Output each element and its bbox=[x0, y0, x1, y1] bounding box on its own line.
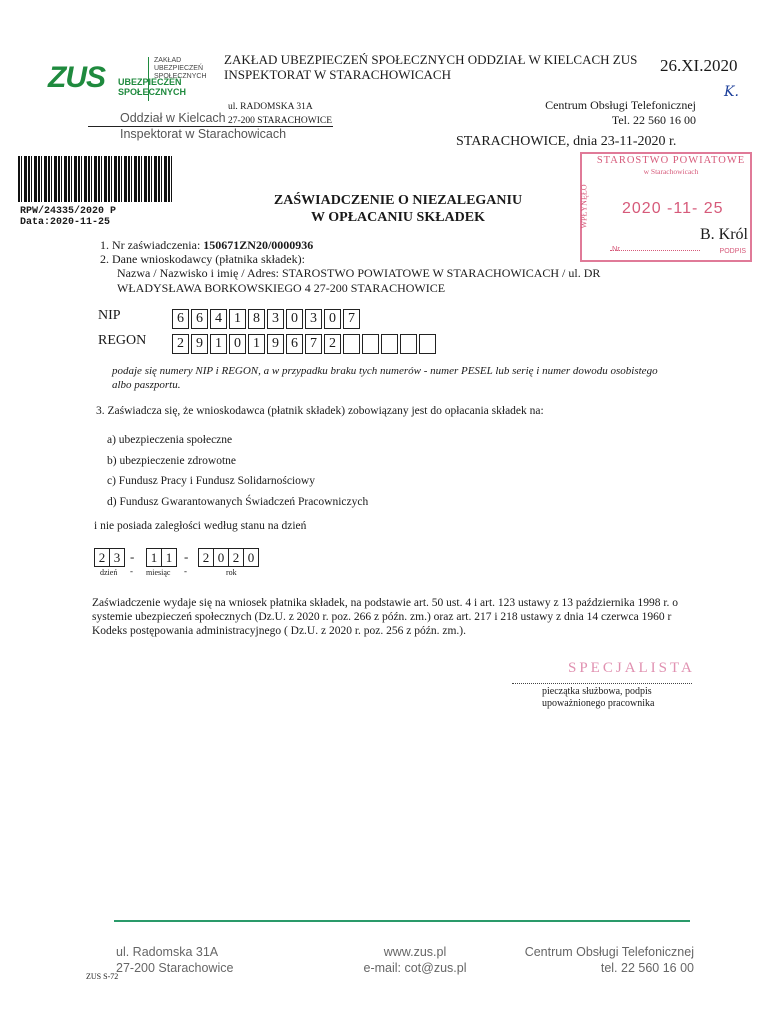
handwritten-date: 26.XI.2020 bbox=[660, 56, 738, 75]
regon-digit: 0 bbox=[229, 334, 246, 354]
received-stamp-nr: Nr bbox=[612, 244, 620, 253]
status-year-digit: 0 bbox=[213, 548, 228, 567]
applicant-address-value: WŁADYSŁAWA BORKOWSKIEGO 4 27-200 STARACHOWICE bbox=[117, 281, 446, 295]
form-code: ZUS S-72 bbox=[86, 972, 119, 981]
contribution-item: b) ubezpieczenie zdrowotne bbox=[107, 454, 236, 467]
contribution-item: a) ubezpieczenia społeczne bbox=[107, 434, 233, 446]
footer-website: www.zus.pl bbox=[383, 945, 447, 959]
barcode bbox=[18, 156, 172, 202]
contribution-heading: 3. Zaświadcza się, że wnioskodawca (płatnik składek) zobowiązany jest do opłacania składek na: bbox=[96, 405, 544, 417]
date-separator: - bbox=[130, 549, 135, 564]
date-separator: - bbox=[184, 549, 189, 564]
call-center-phone: Tel. 22 560 16 00 bbox=[611, 113, 696, 127]
signature-caption-line-2: upoważnionego pracownika bbox=[542, 698, 655, 709]
regon-digit bbox=[400, 334, 417, 354]
applicant-name-label: Nazwa / Nazwisko i imię / Adres: bbox=[117, 266, 279, 280]
regon-digit: 9 bbox=[191, 334, 208, 354]
nip-label: NIP bbox=[98, 308, 121, 323]
received-stamp-signature: B. Król bbox=[700, 226, 748, 243]
nip-boxes bbox=[172, 309, 362, 329]
org-header bbox=[224, 52, 637, 82]
regon-digit bbox=[362, 334, 379, 354]
status-year-boxes bbox=[198, 548, 259, 567]
contribution-item: c) Fundusz Pracy i Fundusz Solidarnościowy bbox=[107, 475, 315, 487]
status-day-digit: 2 bbox=[94, 548, 109, 567]
status-month-boxes bbox=[146, 548, 177, 567]
regon-digit: 7 bbox=[305, 334, 322, 354]
regon-digit: 2 bbox=[172, 334, 189, 354]
org-inspectorate: INSPEKTORAT W STARACHOWICACH bbox=[224, 67, 451, 82]
document-title bbox=[228, 192, 568, 226]
place-date: STARACHOWICE, dnia 23-11-2020 r. bbox=[456, 134, 677, 149]
nip-digit: 3 bbox=[267, 309, 284, 329]
nip-digit: 7 bbox=[343, 309, 360, 329]
status-year-digit: 2 bbox=[228, 548, 243, 567]
signature-line bbox=[512, 683, 692, 684]
call-center-label: Centrum Obsługi Telefonicznej bbox=[545, 98, 696, 112]
title-line-1: ZAŚWIADCZENIE O NIEZALEGANIU bbox=[273, 193, 523, 208]
zus-logo-side-text: ZAKŁAD UBEZPIECZEŃ SPOŁECZNYCH bbox=[154, 57, 207, 80]
nip-digit: 0 bbox=[324, 309, 341, 329]
received-stamp bbox=[580, 152, 752, 262]
regon-digit bbox=[343, 334, 360, 354]
id-note: podaje się numery NIP i REGON, a w przypadku braku tych numerów - numer PESEL lub serię i numer dowodu osobistego albo paszportu. bbox=[112, 365, 658, 391]
footer-street: ul. Radomska 31A bbox=[116, 945, 219, 959]
status-year-digit: 2 bbox=[198, 548, 213, 567]
status-month-digit: 1 bbox=[146, 548, 161, 567]
footer-contact bbox=[340, 944, 490, 976]
regon-digit: 9 bbox=[267, 334, 284, 354]
footer-address bbox=[116, 944, 233, 976]
received-stamp-sign: PODPIS bbox=[719, 248, 746, 255]
regon-digit: 2 bbox=[324, 334, 341, 354]
nip-digit: 0 bbox=[286, 309, 303, 329]
address-city: 27-200 STARACHOWICE bbox=[228, 116, 332, 126]
regon-digit bbox=[419, 334, 436, 354]
regon-label: REGON bbox=[98, 333, 147, 348]
regon-digit bbox=[381, 334, 398, 354]
status-month-digit: 1 bbox=[161, 548, 177, 567]
status-date bbox=[94, 548, 284, 582]
registration-number: RPW/24335/2020 P bbox=[20, 206, 117, 217]
applicant-heading: 2. Dane wnioskodawcy (płatnika składek): bbox=[100, 252, 305, 266]
applicant-details bbox=[117, 266, 657, 296]
zus-logo bbox=[48, 55, 208, 105]
month-label: miesiąc bbox=[146, 568, 171, 577]
branch-underline bbox=[88, 126, 228, 127]
call-center-block bbox=[540, 98, 696, 128]
branch-name: Oddział w Kielcach bbox=[120, 111, 226, 125]
year-label: rok bbox=[226, 568, 237, 577]
contribution-list bbox=[107, 430, 368, 512]
footer-call-center-label: Centrum Obsługi Telefonicznej bbox=[524, 945, 694, 959]
signature-caption bbox=[542, 686, 654, 710]
footer-email: e-mail: cot@zus.pl bbox=[363, 961, 467, 975]
no-arrears-statement: i nie posiada zaległości według stanu na dzień bbox=[94, 520, 307, 532]
footer-city: 27-200 Starachowice bbox=[116, 961, 234, 975]
contribution-item: d) Fundusz Gwarantowanych Świadczeń Pracowniczych bbox=[107, 495, 369, 508]
received-stamp-date: 2020 -11- 25 bbox=[622, 200, 724, 217]
date-separator: - bbox=[130, 566, 133, 576]
status-year-digit: 0 bbox=[243, 548, 259, 567]
specialist-stamp: SPECJALISTA bbox=[568, 660, 695, 676]
certificate-number bbox=[100, 238, 313, 253]
received-stamp-line bbox=[610, 250, 700, 251]
nip-digit: 4 bbox=[210, 309, 227, 329]
nip-digit: 1 bbox=[229, 309, 246, 329]
received-stamp-city: w Starachowicach bbox=[643, 167, 699, 176]
barcode-text bbox=[20, 206, 116, 228]
day-label: dzień bbox=[100, 568, 118, 577]
nip-digit: 8 bbox=[248, 309, 265, 329]
nip-digit: 6 bbox=[191, 309, 208, 329]
regon-digit: 1 bbox=[248, 334, 265, 354]
zus-logo-mark: ZUS bbox=[48, 61, 105, 94]
nip-digit: 3 bbox=[305, 309, 322, 329]
zus-logo-stamp-text: UBEZPIECZEŃ SPOŁECZNYCH bbox=[118, 77, 187, 97]
footer-divider bbox=[114, 920, 690, 922]
signature-caption-line-1: pieczątka służbowa, podpis bbox=[542, 686, 652, 697]
received-stamp-label: WPŁYNĘŁO bbox=[579, 184, 589, 229]
received-stamp-org: STAROSTWO POWIATOWE bbox=[596, 155, 746, 166]
status-day-digit: 3 bbox=[109, 548, 125, 567]
inspectorate-name: Inspektorat w Starachowicach bbox=[120, 127, 287, 141]
date-separator: - bbox=[184, 566, 187, 576]
applicant-name-value: STAROSTWO POWIATOWE W STARACHOWICACH / ul. DR bbox=[281, 266, 601, 280]
title-line-2: W OPŁACANIU SKŁADEK bbox=[311, 210, 485, 225]
handwritten-initials: K. bbox=[724, 84, 739, 100]
regon-digit: 6 bbox=[286, 334, 303, 354]
registration-date: Data:2020-11-25 bbox=[20, 217, 111, 228]
address-street: ul. RADOMSKA 31A bbox=[228, 102, 313, 112]
regon-boxes bbox=[172, 334, 438, 354]
certificate-number-value: 150671ZN20/0000936 bbox=[203, 238, 314, 252]
certificate-number-label: 1. Nr zaświadczenia: bbox=[100, 238, 204, 252]
footer-call-center bbox=[500, 944, 694, 976]
nip-digit: 6 bbox=[172, 309, 189, 329]
org-name: ZAKŁAD UBEZPIECZEŃ SPOŁECZNYCH ODDZIAŁ W KIELCACH ZUS bbox=[224, 52, 638, 67]
status-day-boxes bbox=[94, 548, 125, 567]
legal-basis: Zaświadczenie wydaje się na wniosek płatnika składek, na podstawie art. 50 ust. 4 i art. 123 ustawy z 13 października 1998 r. o systemie ubezpieczeń społecznych (Dz.U. z 2020 r. poz. 266 z późn. zm.) oraz art. 217 i 218 ustawy z dnia 14 czerwca 1960 r Kodeks postępowania administracyjnego ( Dz.U. z 2020 r. poz. 256 z późn. zm.). bbox=[92, 597, 679, 637]
footer-phone: tel. 22 560 16 00 bbox=[600, 961, 694, 975]
regon-digit: 1 bbox=[210, 334, 227, 354]
